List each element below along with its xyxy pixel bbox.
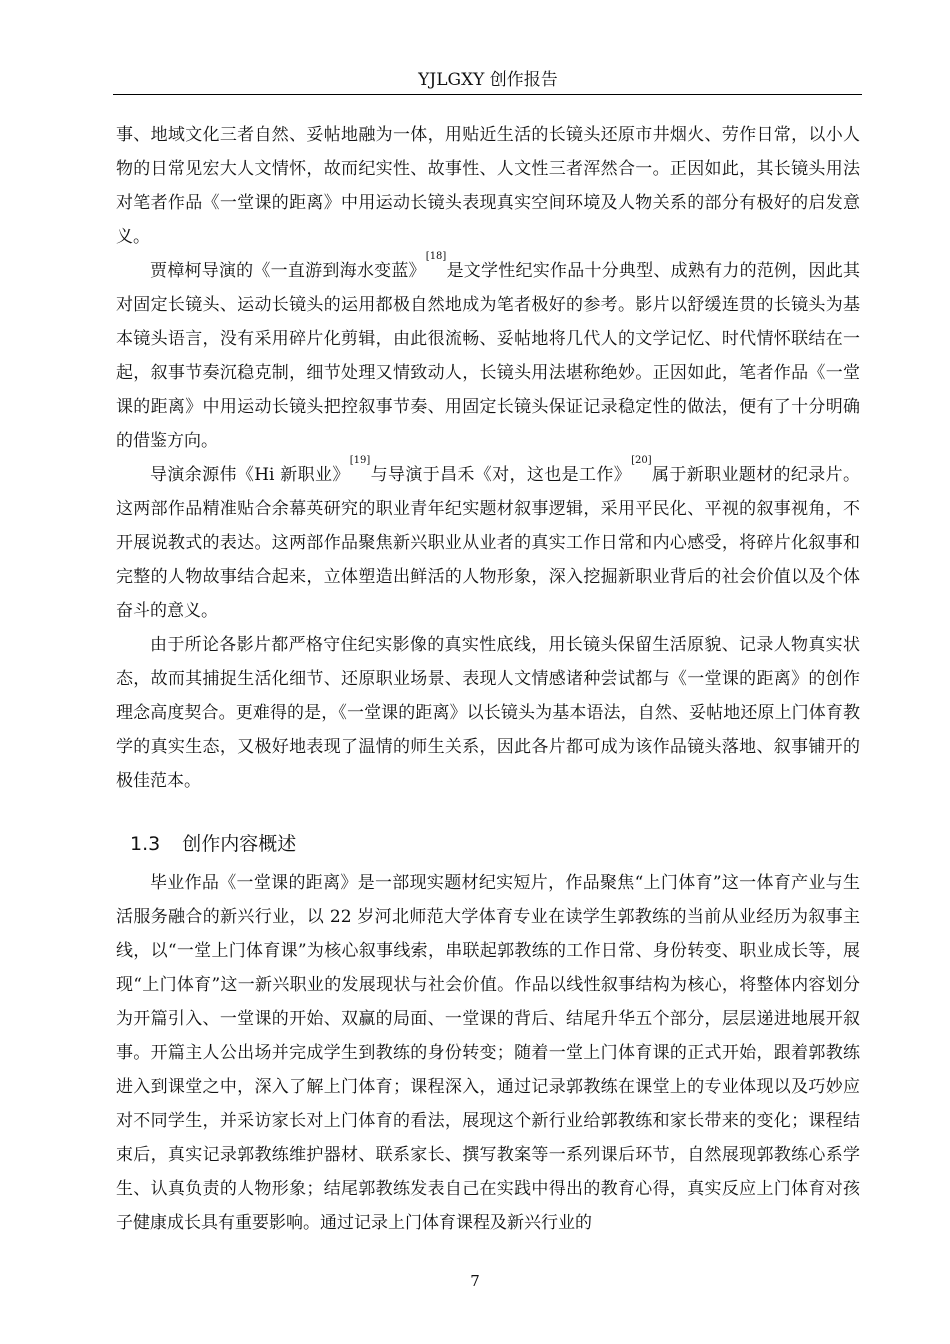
paragraph-continuation: 事、地域文化三者自然、妥帖地融为一体，用贴近生活的长镜头还原市井烟火、劳作日常，以小人物的日常见宏大人文情怀，故而纪实性、故事性、人文性三者浑然合一。正因如此，其长镜头用法对笔者作品《一堂课的距离》中用运动长镜头表现真实空间环境及人物关系的部分有极好的启发意义。 [116,125,860,247]
section-title: 创作内容概述 [182,833,297,855]
paragraph-text: 是文学性纪实作品十分典型、成熟有力的范例，因此其对固定长镜头、运动长镜头的运用都极自然地成为笔者极好的参考。影片以舒缓连贯的长镜头为基本镜头语言，没有采用碎片化剪辑，由此很流畅、妥帖地将几代人的文学记忆、时代情怀联结在一起，叙事节奏沉稳克制，细节处理又情致动人，长镜头用法堪称绝妙。正因如此，笔者作品《一堂课的距离》中用运动长镜头把控叙事节奏、用固定长镜头保证记录稳定性的做法，便有了十分明确的借鉴方向。 [116,261,861,451]
running-header: YJLGXY 创作报告 [418,70,558,90]
paragraph-summary: 由于所论各影片都严格守住纪实影像的真实性底线，用长镜头保留生活原貌、记录人物真实状态，故而其捕捉生活化细节、还原职业场景、表现人文情感诸种尝试都与《一堂课的距离》的创作理念高度契合。更难得的是，《一堂课的距离》以长镜头为基本语法，自然、妥帖地还原上门体育教学的真实生态，又极好地表现了温情的师生关系，因此各片都可成为该作品镜头落地、叙事铺开的极佳范本。 [116,635,860,791]
paragraph-text: 贾樟柯导演的《一直游到海水变蓝》 [150,261,426,281]
paragraph-text: 与导演于昌禾《对，这也是工作》 [370,465,632,485]
paragraph-text: 属于新职业题材的纪录片。这两部作品精准贴合余幕英研究的职业青年纪实题材叙事逻辑，采用平民化、平视的叙事视角，不开展说教式的表达。这两部作品聚焦新兴职业从业者的真实工作日常和内心感受，将碎片化叙事和完整的人物故事结合起来，立体塑造出鲜活的人物形象，深入挖掘新职业背后的社会价值以及个体奋斗的意义。 [116,465,861,621]
citation-ref-18: [18] [425,251,447,262]
header-rule [113,94,862,95]
section-number: 1.3 [130,833,161,855]
paragraph-text: 导演余源伟《Hi 新职业》 [150,465,350,485]
paragraph-new-profession [116,455,861,628]
section-heading [116,827,860,861]
paragraph-work-overview: 毕业作品《一堂课的距离》是一部现实题材纪实短片，作品聚焦“上门体育”这一体育产业与生活服务融合的新兴行业，以 22 岁河北师范大学体育专业在读学生郭教练的当前从业经历为叙事主线，以“一堂上门体育课”为核心叙事线索，串联起郭教练的工作日常、身份转变、职业成长等，展现“上门体育”这一新兴职业的发展现状与社会价值。作品以线性叙事结构为核心，将整体内容划分为开篇引入、一堂课的开始、双赢的局面、一堂课的背后、结尾升华五个部分，层层递进地展开叙事。开篇主人公出场并完成学生到教练的身份转变；随着一堂上门体育课的正式开始，跟着郭教练进入到课堂之中，深入了解上门体育；课程深入，通过记录郭教练在课堂上的专业体现以及巧妙应对不同学生，并采访家长对上门体育的看法，展现这个新行业给郭教练和家长带来的变化；课程结束后，真实记录郭教练维护器材、联系家长、撰写教案等一系列课后环节，自然展现郭教练心系学生、认真负责的人物形象；结尾郭教练发表自己在实践中得出的教育心得，真实反应上门体育对孩子健康成长具有重要影响。通过记录上门体育课程及新兴行业的 [116,873,860,1233]
body-text [116,118,860,1240]
paragraph-jia-zhangke [116,251,861,458]
citation-ref-20: [20] [631,455,652,466]
citation-ref-19: [19] [349,455,371,466]
page-number: 7 [470,1272,480,1290]
